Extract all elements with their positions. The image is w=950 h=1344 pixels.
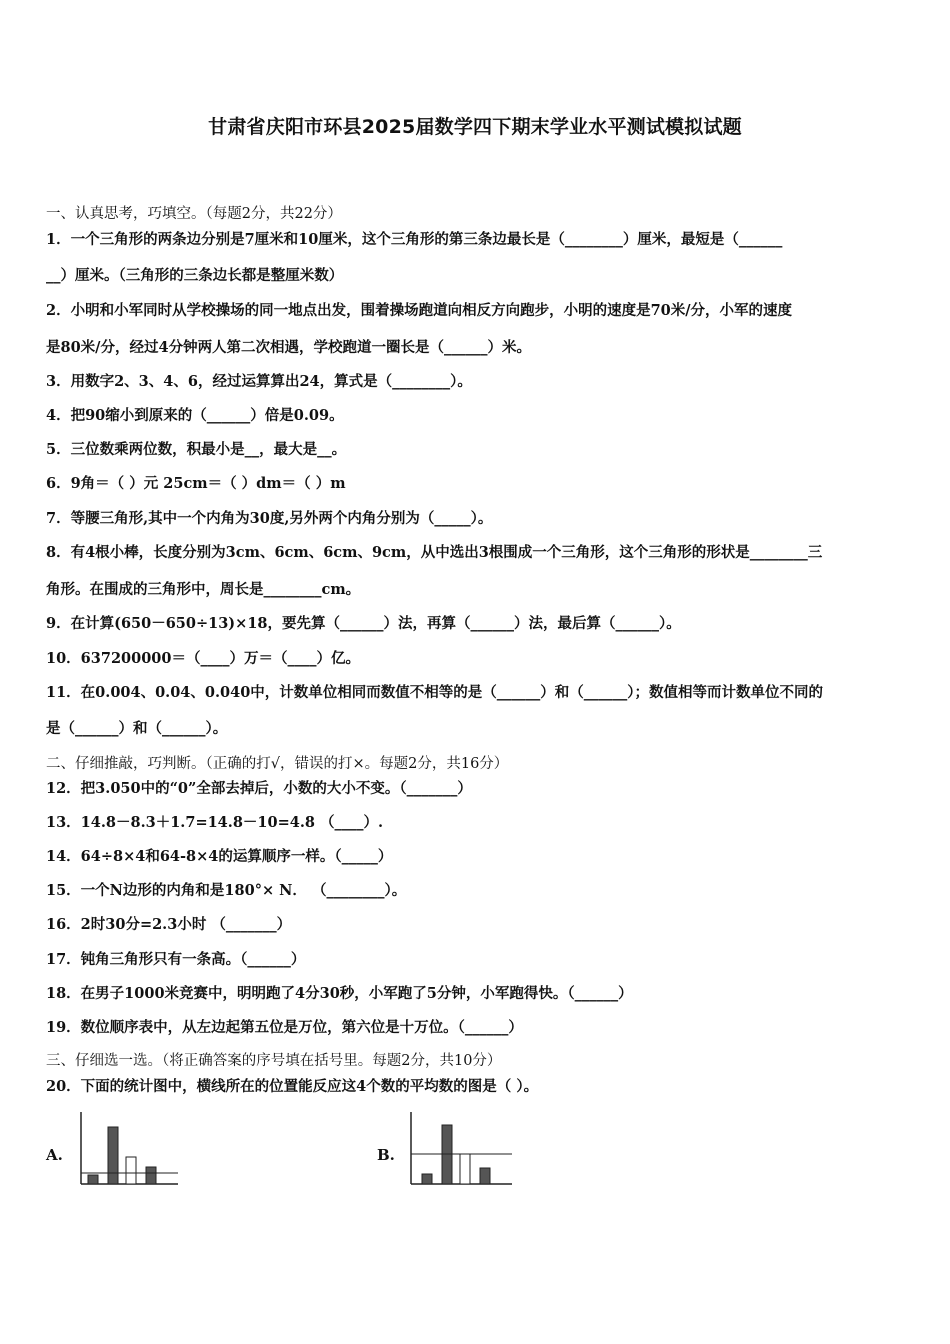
option-a-bar-chart (74, 1110, 182, 1188)
question-5: 5．三位数乘两位数，积最小是__，最大是__。 (46, 441, 347, 458)
page-title: 甘肃省庆阳市环县2025届数学四下期末学业水平测试模拟试题 (208, 116, 742, 138)
chart-a-bar-4 (146, 1167, 156, 1184)
question-6: 6．9角＝（ ）元 25cm＝（ ）dm＝（ ）m (46, 475, 346, 492)
question-16: 16．2时30分=2.3小时 （_______） (46, 916, 292, 933)
question-1-line-2: __）厘米。（三角形的三条边长都是整厘米数） (46, 267, 344, 284)
chart-b-bar-3 (460, 1154, 470, 1184)
chart-b-bar-1 (422, 1174, 432, 1184)
question-11-line-1: 11．在0.004、0.04、0.040中，计数单位相同而数值不相等的是（______）和（______）；数值相等而计数单位不同的 (46, 684, 824, 701)
question-7: 7．等腰三角形,其中一个内角为30度,另外两个内角分别为（_____）。 (46, 510, 493, 527)
question-3: 3．用数字2、3、4、6，经过运算算出24，算式是（________）。 (46, 373, 472, 390)
question-15: 15．一个N边形的内角和是180°× N． （________）。 (46, 882, 407, 899)
section-heading-2: 二、仔细推敲，巧判断。（正确的打√，错误的打×。每题2分，共16分） (46, 756, 509, 772)
question-11-line-2: 是（______）和（______）。 (46, 720, 228, 737)
question-10: 10．637200000＝（____）万＝（____）亿。 (46, 650, 360, 667)
chart-b-bar-4 (480, 1168, 490, 1184)
option-b-bar-chart (404, 1110, 516, 1188)
chart-a-bar-2 (108, 1127, 118, 1184)
section-heading-3: 三、仔细选一选。（将正确答案的序号填在括号里。每题2分，共10分） (46, 1053, 502, 1069)
question-8-line-1: 8．有4根小棒，长度分别为3cm、6cm、6cm、9cm，从中选出3根围成一个三角形，这个三角形的形状是________三 (46, 544, 823, 561)
option-a-label: A. (46, 1146, 63, 1164)
question-2-line-1: 2．小明和小军同时从学校操场的同一地点出发，围着操场跑道向相反方向跑步，小明的速度是70米/分，小军的速度 (46, 302, 793, 319)
option-b-label: B. (377, 1146, 395, 1164)
question-14: 14．64÷8×4和64-8×4的运算顺序一样。（_____） (46, 848, 393, 865)
question-4: 4．把90缩小到原来的（______）倍是0.09。 (46, 407, 344, 424)
chart-a-bar-3 (126, 1157, 136, 1184)
question-20: 20．下面的统计图中，横线所在的位置能反应这4个数的平均数的图是（ ）。 (46, 1078, 539, 1095)
question-13: 13．14.8－8.3＋1.7=14.8－10=4.8 （____）. (46, 814, 384, 831)
question-12: 12．把3.050中的“0”全部去掉后，小数的大小不变。（_______） (46, 780, 472, 797)
question-8-line-2: 角形。在围成的三角形中，周长是________cm。 (46, 581, 361, 598)
question-18: 18．在男子1000米竞赛中，明明跑了4分30秒，小军跑了5分钟，小军跑得快。（______） (46, 985, 633, 1002)
question-9: 9．在计算(650－650÷13)×18，要先算（______）法，再算（______）法，最后算（______）。 (46, 615, 681, 632)
chart-a-bar-1 (88, 1175, 98, 1184)
question-17: 17．钝角三角形只有一条高。（______） (46, 951, 306, 968)
section-heading-1: 一、认真思考，巧填空。（每题2分，共22分） (46, 206, 342, 222)
question-2-line-2: 是80米/分，经过4分钟两人第二次相遇，学校跑道一圈长是（______）米。 (46, 339, 532, 356)
question-19: 19．数位顺序表中，从左边起第五位是万位，第六位是十万位。（______） (46, 1019, 523, 1036)
question-1-line-1: 1．一个三角形的两条边分别是7厘米和10厘米，这个三角形的第三条边最长是（________）厘米，最短是（______ (46, 231, 783, 248)
